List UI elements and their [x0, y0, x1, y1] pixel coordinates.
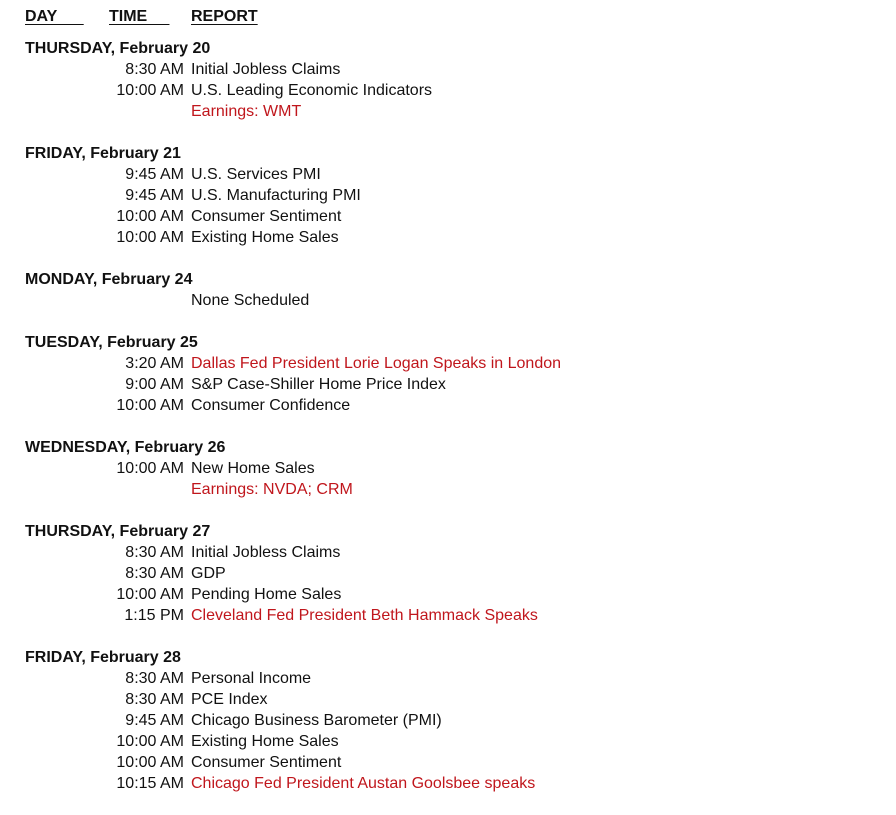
- event-row: [25, 185, 885, 206]
- event-row: [25, 227, 885, 248]
- event-row: [25, 59, 885, 80]
- event-time: 8:30 AM: [125, 565, 184, 582]
- event-row: [25, 773, 885, 794]
- event-name: None Scheduled: [191, 292, 310, 309]
- event-row: [25, 101, 885, 122]
- event-name: Existing Home Sales: [191, 229, 339, 246]
- highlighted-event-name: Earnings: WMT: [191, 103, 302, 120]
- event-row: [25, 206, 885, 227]
- day-heading: MONDAY, February 24: [25, 271, 193, 288]
- event-row: [25, 353, 885, 374]
- report-column-header: REPORT: [191, 8, 258, 25]
- event-time: 10:00 AM: [116, 397, 184, 414]
- day-heading: FRIDAY, February 21: [25, 145, 181, 162]
- event-time: 10:00 AM: [116, 586, 184, 603]
- event-row: [25, 290, 885, 311]
- event-row: [25, 80, 885, 101]
- event-time: 9:45 AM: [125, 166, 184, 183]
- event-row: [25, 752, 885, 773]
- event-time: 9:45 AM: [125, 187, 184, 204]
- event-row: [25, 542, 885, 563]
- event-row: [25, 395, 885, 416]
- day-section: [25, 332, 885, 416]
- day-heading: THURSDAY, February 27: [25, 523, 211, 540]
- event-name: Existing Home Sales: [191, 733, 339, 750]
- event-name: U.S. Leading Economic Indicators: [191, 82, 433, 99]
- event-time: 8:30 AM: [125, 670, 184, 687]
- event-time: 9:00 AM: [125, 376, 184, 393]
- event-name: Initial Jobless Claims: [191, 544, 341, 561]
- day-section: [25, 269, 885, 311]
- event-name: Consumer Sentiment: [191, 754, 342, 771]
- event-name: PCE Index: [191, 691, 268, 708]
- event-time: 10:00 AM: [116, 229, 184, 246]
- event-row: [25, 605, 885, 626]
- event-time: 3:20 AM: [125, 355, 184, 372]
- event-time: 10:00 AM: [116, 208, 184, 225]
- event-time: 10:00 AM: [116, 82, 184, 99]
- event-name: Personal Income: [191, 670, 312, 687]
- event-time: 8:30 AM: [125, 691, 184, 708]
- event-name: GDP: [191, 565, 226, 582]
- event-time: 10:00 AM: [116, 460, 184, 477]
- event-name: Consumer Sentiment: [191, 208, 342, 225]
- event-name: U.S. Services PMI: [191, 166, 321, 183]
- day-column-header: DAY: [25, 8, 84, 25]
- event-name: Chicago Business Barometer (PMI): [191, 712, 442, 729]
- event-time: 10:15 AM: [116, 775, 184, 792]
- day-section: [25, 143, 885, 248]
- event-time: 10:00 AM: [116, 754, 184, 771]
- day-section: [25, 437, 885, 500]
- event-name: Consumer Confidence: [191, 397, 351, 414]
- event-row: [25, 164, 885, 185]
- event-name: Initial Jobless Claims: [191, 61, 341, 78]
- day-heading: WEDNESDAY, February 26: [25, 439, 226, 456]
- event-name: New Home Sales: [191, 460, 315, 477]
- event-time: 1:15 PM: [124, 607, 184, 624]
- event-time: 10:00 AM: [116, 733, 184, 750]
- day-section: [25, 647, 885, 794]
- event-name: U.S. Manufacturing PMI: [191, 187, 361, 204]
- day-heading: TUESDAY, February 25: [25, 334, 198, 351]
- event-time: 8:30 AM: [125, 544, 184, 561]
- event-row: [25, 689, 885, 710]
- highlighted-event-name: Earnings: NVDA; CRM: [191, 481, 353, 498]
- event-row: [25, 731, 885, 752]
- time-column-header: TIME: [109, 8, 170, 25]
- event-row: [25, 374, 885, 395]
- day-section: [25, 521, 885, 626]
- day-heading: FRIDAY, February 28: [25, 649, 181, 666]
- economic-calendar-schedule: [25, 38, 885, 815]
- event-row: [25, 710, 885, 731]
- event-row: [25, 458, 885, 479]
- highlighted-event-name: Cleveland Fed President Beth Hammack Speaks: [191, 607, 538, 624]
- event-name: Pending Home Sales: [191, 586, 342, 603]
- day-heading: THURSDAY, February 20: [25, 40, 211, 57]
- day-section: [25, 38, 885, 122]
- event-row: [25, 668, 885, 689]
- event-row: [25, 563, 885, 584]
- event-time: 9:45 AM: [125, 712, 184, 729]
- highlighted-event-name: Dallas Fed President Lorie Logan Speaks in London: [191, 355, 562, 372]
- event-row: [25, 479, 885, 500]
- highlighted-event-name: Chicago Fed President Austan Goolsbee speaks: [191, 775, 536, 792]
- event-name: S&P Case-Shiller Home Price Index: [191, 376, 446, 393]
- event-time: 8:30 AM: [125, 61, 184, 78]
- event-row: [25, 584, 885, 605]
